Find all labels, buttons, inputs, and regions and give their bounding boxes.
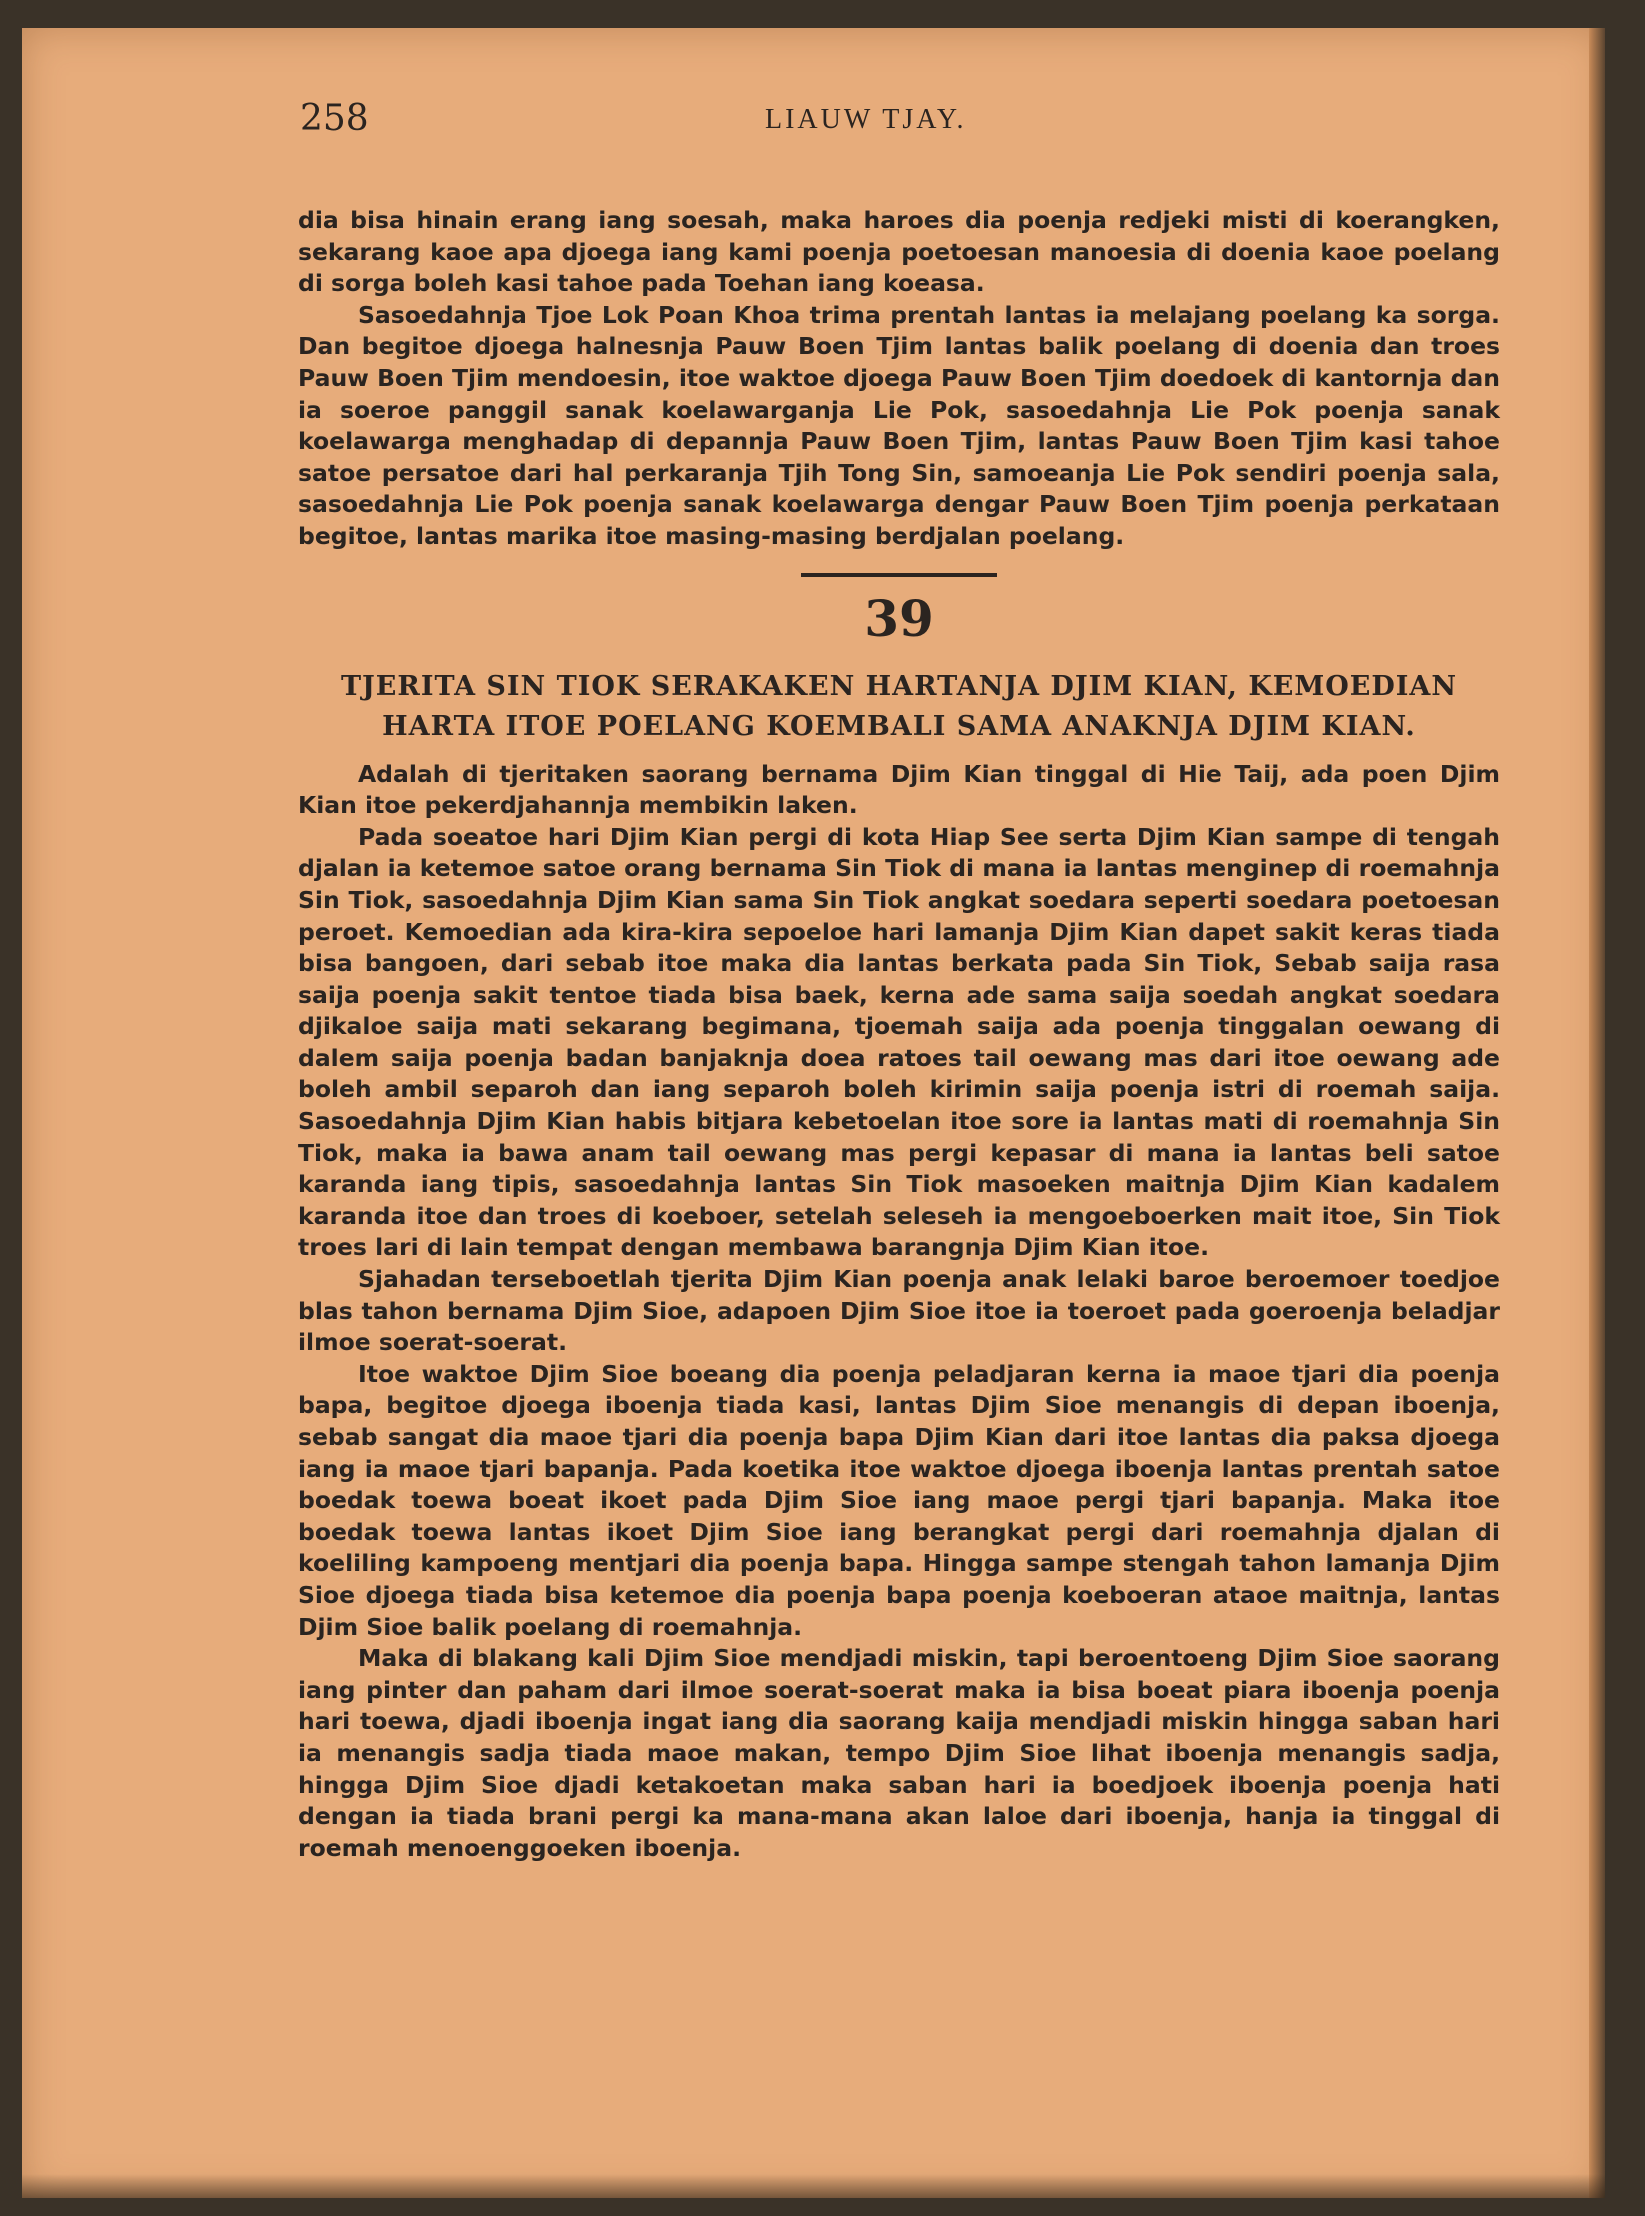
page-content	[298, 205, 1500, 1864]
paragraph: Itoe waktoe Djim Sioe boeang dia poenja peladjaran kerna ia maoe tjari dia poenja bapa, begitoe djoega iboenja tiada kasi, lantas Djim Sioe menangis di depan iboenja, sebab sangat dia maoe tjari dia poenja bapa Djim Kian dari itoe lantas dia paksa djoega iang ia maoe tjari bapanja. Pada koetika itoe waktoe djoega iboenja lantas prentah satoe boedak toewa boeat ikoet pada Djim Sioe iang maoe pergi tjari bapanja. Maka itoe boedak toewa lantas ikoet Djim Sioe iang berangkat pergi dari roemahnja djalan di koeliling kampoeng mentjari dia poenja bapa. Hingga sampe stengah tahon lamanja Djim Sioe djoega tiada bisa ketemoe dia poenja bapa poenja koeboeran ataoe maitnja, lantas Djim Sioe balik poelang di roemahnja.	[298, 1359, 1500, 1641]
page-header	[300, 98, 1480, 148]
paragraph: Maka di blakang kali Djim Sioe mendjadi miskin, tapi beroentoeng Djim Sioe saorang iang pinter dan paham dari ilmoe soerat-soerat maka ia bisa boeat piara iboenja poenja hari toewa, djadi iboenja ingat iang dia saorang kaija mendjadi miskin hingga saban hari ia menangis sadja tiada maoe makan, tempo Djim Sioe lihat iboenja menangis sadja, hingga Djim Sioe djadi ketakoetan maka saban hari ia boedjoek iboenja poenja hati dengan ia tiada brani pergi ka mana-mana akan laloe dari iboenja, hanja ia tinggal di roemah menoenggoeken iboenja.	[298, 1644, 1500, 1862]
chapter-number: 39	[864, 588, 934, 648]
chapter-title	[298, 667, 1500, 747]
paragraph: Adalah di tjeritaken saorang bernama Djim Kian tinggal di Hie Taij, ada poen Djim Kian itoe pekerdjahannja membikin laken.	[298, 759, 1500, 820]
running-head: LIAUW TJAY.	[765, 104, 967, 135]
chapter-title-line: TJERITA SIN TIOK SERAKAKEN HARTANJA DJIM KIAN, KEMOEDIAN	[340, 670, 1458, 702]
paragraph: Sjahadan terseboetlah tjerita Djim Kian poenja anak lelaki baroe beroemoer toedjoe blas tahon bernama Djim Sioe, adapoen Djim Sioe itoe ia toeroet pada goeroenja beladjar ilmoe soerat-soerat.	[298, 1265, 1500, 1357]
chapter-title-line: HARTA ITOE POELANG KOEMBALI SAMA ANAKNJA DJIM KIAN.	[382, 710, 1416, 742]
paragraph: Sasoedahnja Tjoe Lok Poan Khoa trima prentah lantas ia melajang poelang ka sorga. Dan begitoe djoega halnesnja Pauw Boen Tjim lantas balik poelang di doenia dan troes Pauw Boen Tjim mendoesin, itoe waktoe djoega Pauw Boen Tjim doedoek di kantornja dan ia soeroe panggil sanak koelawarganja Lie Pok, sasoedahnja Lie Pok poenja sanak koelawarga menghadap di depannja Pauw Boen Tjim, lantas Pauw Boen Tjim kasi tahoe satoe persatoe dari hal perkaranja Tjih Tong Sin, samoeanja Lie Pok sendiri poenja sala, sasoedahnja Lie Pok poenja sanak koelawarga dengar Pauw Boen Tjim poenja perkataan begitoe, lantas marika itoe masing-masing berdjalan poelang.	[298, 300, 1500, 550]
page-number: 258	[300, 98, 369, 139]
page-bottom-shadow	[22, 2174, 1605, 2198]
paragraph: Pada soeatoe hari Djim Kian pergi di kota Hiap See serta Djim Kian sampe di tengah djalan ia ketemoe satoe orang bernama Sin Tiok di mana ia lantas menginep di roemahnja Sin Tiok, sasoedahnja Djim Kian sama Sin Tiok angkat soedara seperti soedara poetoesan peroet. Kemoedian ada kira-kira sepoeloe hari lamanja Djim Kian dapet sakit keras tiada bisa bangoen, dari sebab itoe maka dia lantas berkata pada Sin Tiok, Sebab saija rasa saija poenja sakit tentoe tiada bisa baek, kerna ade sama saija soedah angkat soedara djikaloe saija mati sekarang begimana, tjoemah saija ada poenja tinggalan oewang di dalem saija poenja badan banjaknja doea ratoes tail oewang mas dari itoe oewang ade boleh ambil separoh dan iang separoh boleh kirimin saija poenja istri di roemah saija. Sasoedahnja Djim Kian habis bitjara kebetoelan itoe sore ia lantas mati di roemahnja Sin Tiok, maka ia bawa anam tail oewang mas pergi kepasar di mana ia lantas beli satoe karanda iang tipis, sasoedahnja lantas Sin Tiok masoeken maitnja Djim Kian kadalem karanda itoe dan troes di koeboer, setelah seleseh ia mengoeboerken mait itoe, Sin Tiok troes lari di lain tempat dengan membawa barangnja Djim Kian itoe.	[298, 822, 1500, 1262]
paragraph: dia bisa hinain erang iang soesah, maka haroes dia poenja redjeki misti di koerangken, sekarang kaoe apa djoega iang kami poenja poetoesan manoesia di doenia kaoe poelang di sorga boleh kasi tahoe pada Toehan iang koeasa.	[298, 206, 1500, 298]
section-divider-rule	[801, 573, 997, 577]
book-spine-shadow	[1589, 28, 1605, 2198]
